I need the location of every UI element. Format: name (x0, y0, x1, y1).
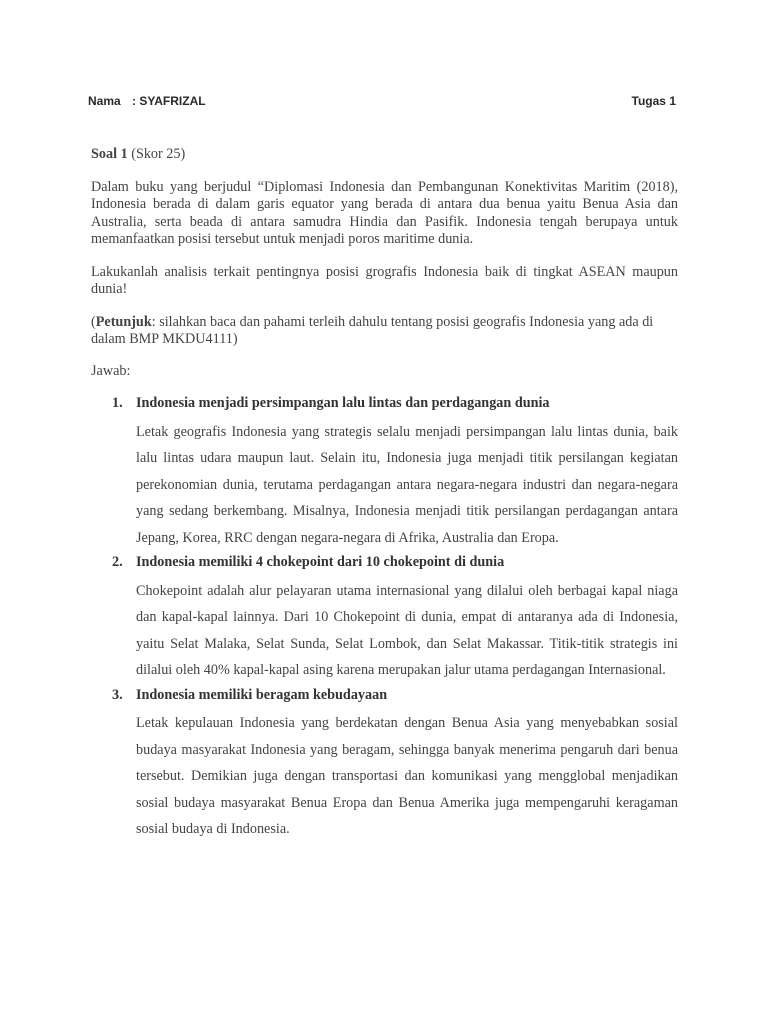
name-label: Nama (88, 94, 121, 108)
list-number: 2. (112, 554, 123, 570)
answer-title: Indonesia menjadi persimpangan lalu lintas dan perdagangan dunia (136, 395, 550, 411)
question-paragraph: Dalam buku yang berjudul “Diplomasi Indonesia dan Pembangunan Konektivitas Maritim (2018), Indonesia berada di dalam garis equator yang berada di antara dua benua yaitu Benua Asia dan Australia, serta beada di antara samudra Hindia dan Pasifik. Indonesia tengah berupaya untuk memanfaatkan posisi tersebut untuk menjadi poros maritime dunia. (91, 178, 678, 247)
list-item (91, 687, 678, 843)
document-body (91, 146, 678, 846)
answer-body: Letak geografis Indonesia yang strategis selalu menjadi persimpangan lalu lintas dunia, baik lalu lintas udara maupun laut. Selain itu, Indonesia juga menjadi titik persilangan kegiatan perekonomian dunia, terutama perdagangan antara negara-negara industri dan negara-negara yang sedang berkembang. Misalnya, Indonesia menjadi titik persilangan perdagangan antara Jepang, Korea, RRC dengan negara-negara di Afrika, Australia dan Eropa. (136, 423, 678, 546)
question-title: Soal 1 (91, 146, 128, 162)
answer-body: Chokepoint adalah alur pelayaran utama internasional yang dilalui oleh berbagai kapal niaga dan kapal-kapal lainnya. Dari 10 Chokepoint di dunia, empat di antaranya ada di Indonesia, yaitu Selat Malaka, Selat Sunda, Selat Lombok, dan Selat Makassar. Titik-titik strategis ini dilalui oleh 40% kapal-kapal asing karena merupakan jalur utama perdagangan Internasional. (136, 582, 678, 678)
answer-list (91, 395, 678, 843)
hint-label: Petunjuk (95, 313, 152, 330)
answer-label: Jawab: (91, 362, 131, 379)
list-item (91, 554, 678, 684)
question-score: (Skor 25) (131, 146, 186, 162)
question-instruction: Lakukanlah analisis terkait pentingnya posisi grografis Indonesia baik di tingkat ASEAN maupun dunia! (91, 263, 678, 297)
task-label: Tugas 1 (631, 94, 676, 108)
hint-text: : silahkan baca dan pahami terleih dahulu tentang posisi geografis Indonesia yang ada di dalam BMP MKDU4111) (91, 313, 654, 347)
list-item (91, 395, 678, 551)
list-number: 3. (112, 686, 123, 703)
answer-title: Indonesia memiliki beragam kebudayaan (136, 686, 388, 703)
question-heading (91, 146, 678, 164)
answer-body: Letak kepulauan Indonesia yang berdekatan dengan Benua Asia yang menyebabkan sosial budaya masyarakat Indonesia yang beragam, sehingga banyak menerima pengaruh dari benua tersebut. Demikian juga dengan transportasi dan komunikasi yang mengglobal menjadikan sosial budaya masyarakat Benua Eropa dan Benua Amerika juga mempengaruhi keragaman sosial budaya di Indonesia. (136, 715, 678, 837)
hint-open: ( (91, 313, 96, 330)
hint-paragraph (91, 314, 678, 349)
answer-title: Indonesia memiliki 4 chokepoint dari 10 chokepoint di dunia (136, 554, 505, 570)
list-number: 1. (112, 395, 123, 411)
name-value: : SYAFRIZAL (132, 94, 206, 108)
